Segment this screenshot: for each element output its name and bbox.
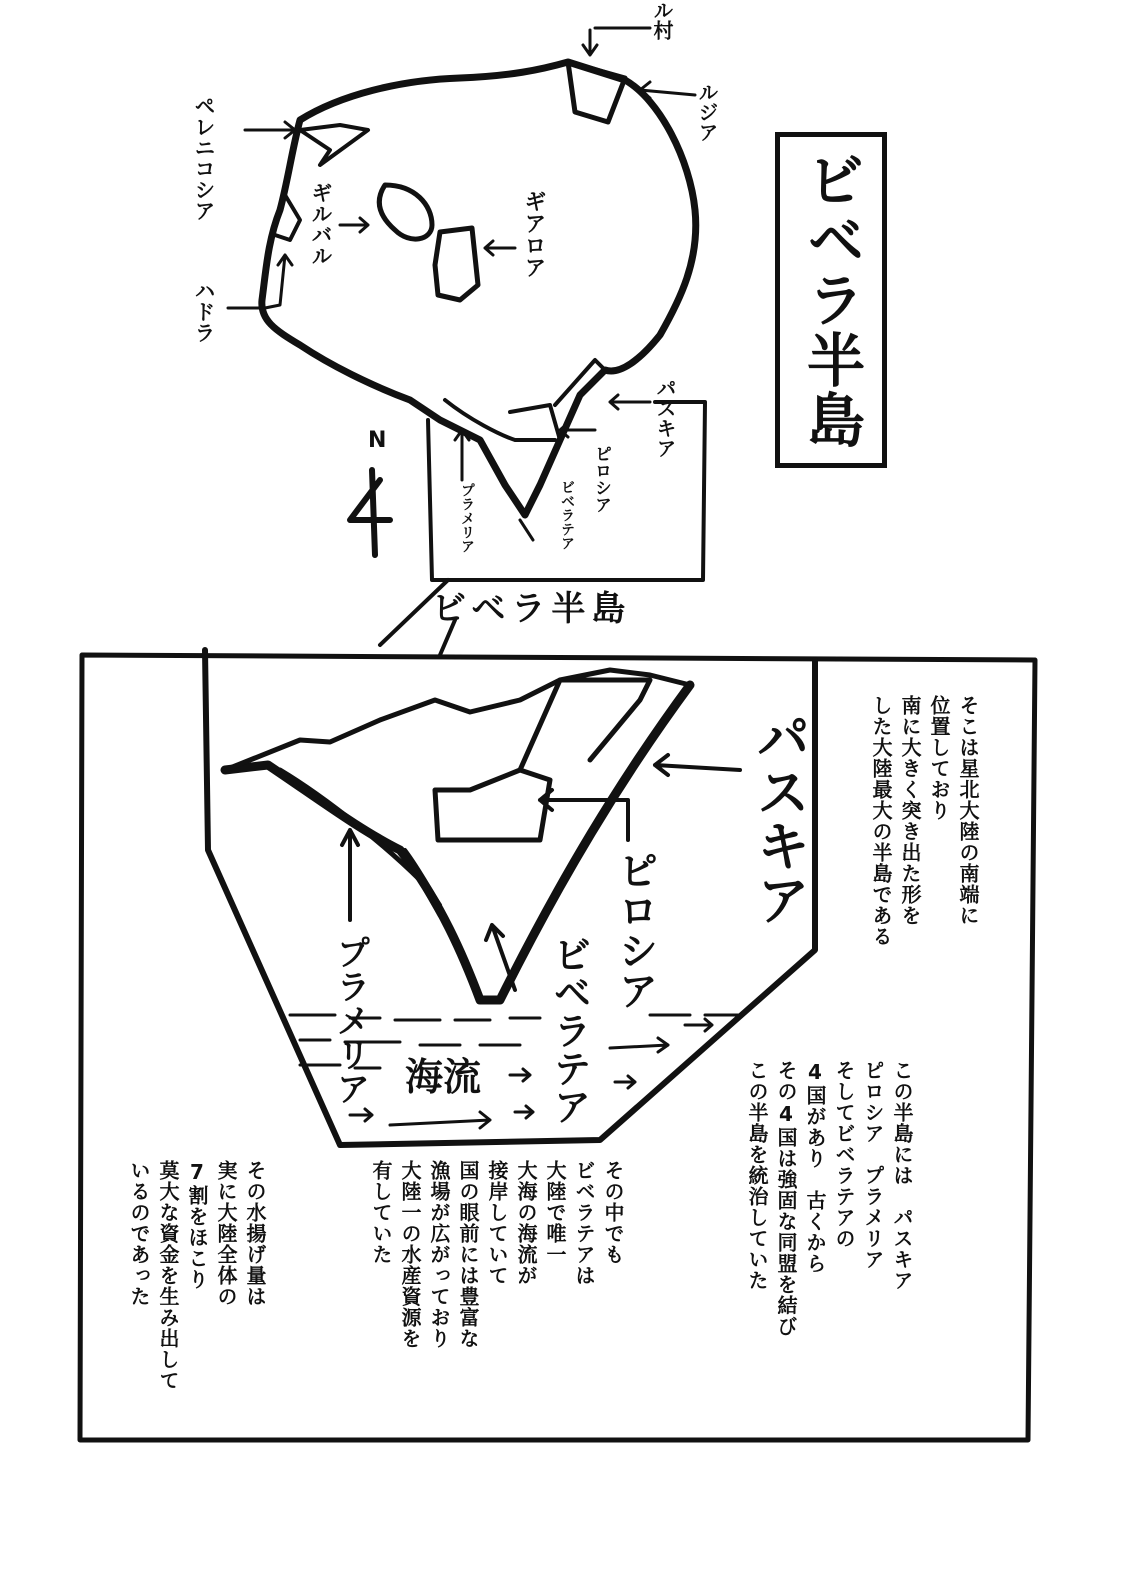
continent-outline: [262, 62, 696, 515]
label-paskia-large: パスキア: [748, 710, 811, 926]
label-lujia: ルジア: [695, 82, 719, 142]
label-hadora: ハドラ: [192, 280, 216, 343]
narration-block-1: そこは星北大陸の南端に 位置しており 南に大きく突き出た形を した大陸最大の半島である: [869, 695, 980, 947]
label-girubaru: ギルバル: [309, 182, 333, 266]
label-village: ル村: [650, 0, 674, 40]
narration-block-4: その水揚げ量は 実に大陸全体の 7割をほこり 莫大な資金を生み出して いるのであった: [127, 1160, 267, 1391]
label-ocean-current: 海流: [405, 1055, 482, 1099]
narration-block-3: その中でも ビベラテアは 大陸で唯一 大海の海流が 接岸していて 国の眼前には豊富な 漁場が広がっており 大陸一の水産資源を 有していた: [369, 1160, 625, 1349]
inset-caption: ビベラ半島: [432, 589, 632, 629]
label-piroshia-small: ピロシア: [591, 445, 611, 513]
girubaru-lake: [379, 185, 432, 239]
perenikoshia-region: [300, 125, 368, 165]
detail-trapezoid: [205, 650, 815, 1145]
label-biberatea-small: ビベラテア: [559, 480, 575, 550]
gialoa-lake: [435, 228, 478, 300]
label-gialoa: ギアロア: [521, 190, 546, 278]
label-paskia-small: パスキア: [653, 378, 677, 458]
page-title: ビベラ半島: [797, 150, 865, 450]
title-box: [775, 132, 887, 468]
narration-block-2: この半島には パスキア ピロシア プラメリア そしてビベラテアの 4国があり 古くから その4国は強固な同盟を結び この半島を統治していた: [745, 1060, 914, 1337]
label-perenikoshia: ペレニコシア: [192, 95, 216, 221]
label-piroshia-large: ピロシア: [612, 850, 658, 1010]
compass-mark: [350, 470, 390, 555]
label-pramelia-small: プラメリア: [459, 483, 475, 553]
village-region: [568, 62, 625, 122]
compass-north-letter: N: [368, 428, 387, 453]
label-pramelia-large: プラメリア: [330, 935, 370, 1105]
label-biberatea-large: ビベラテア: [547, 935, 591, 1125]
